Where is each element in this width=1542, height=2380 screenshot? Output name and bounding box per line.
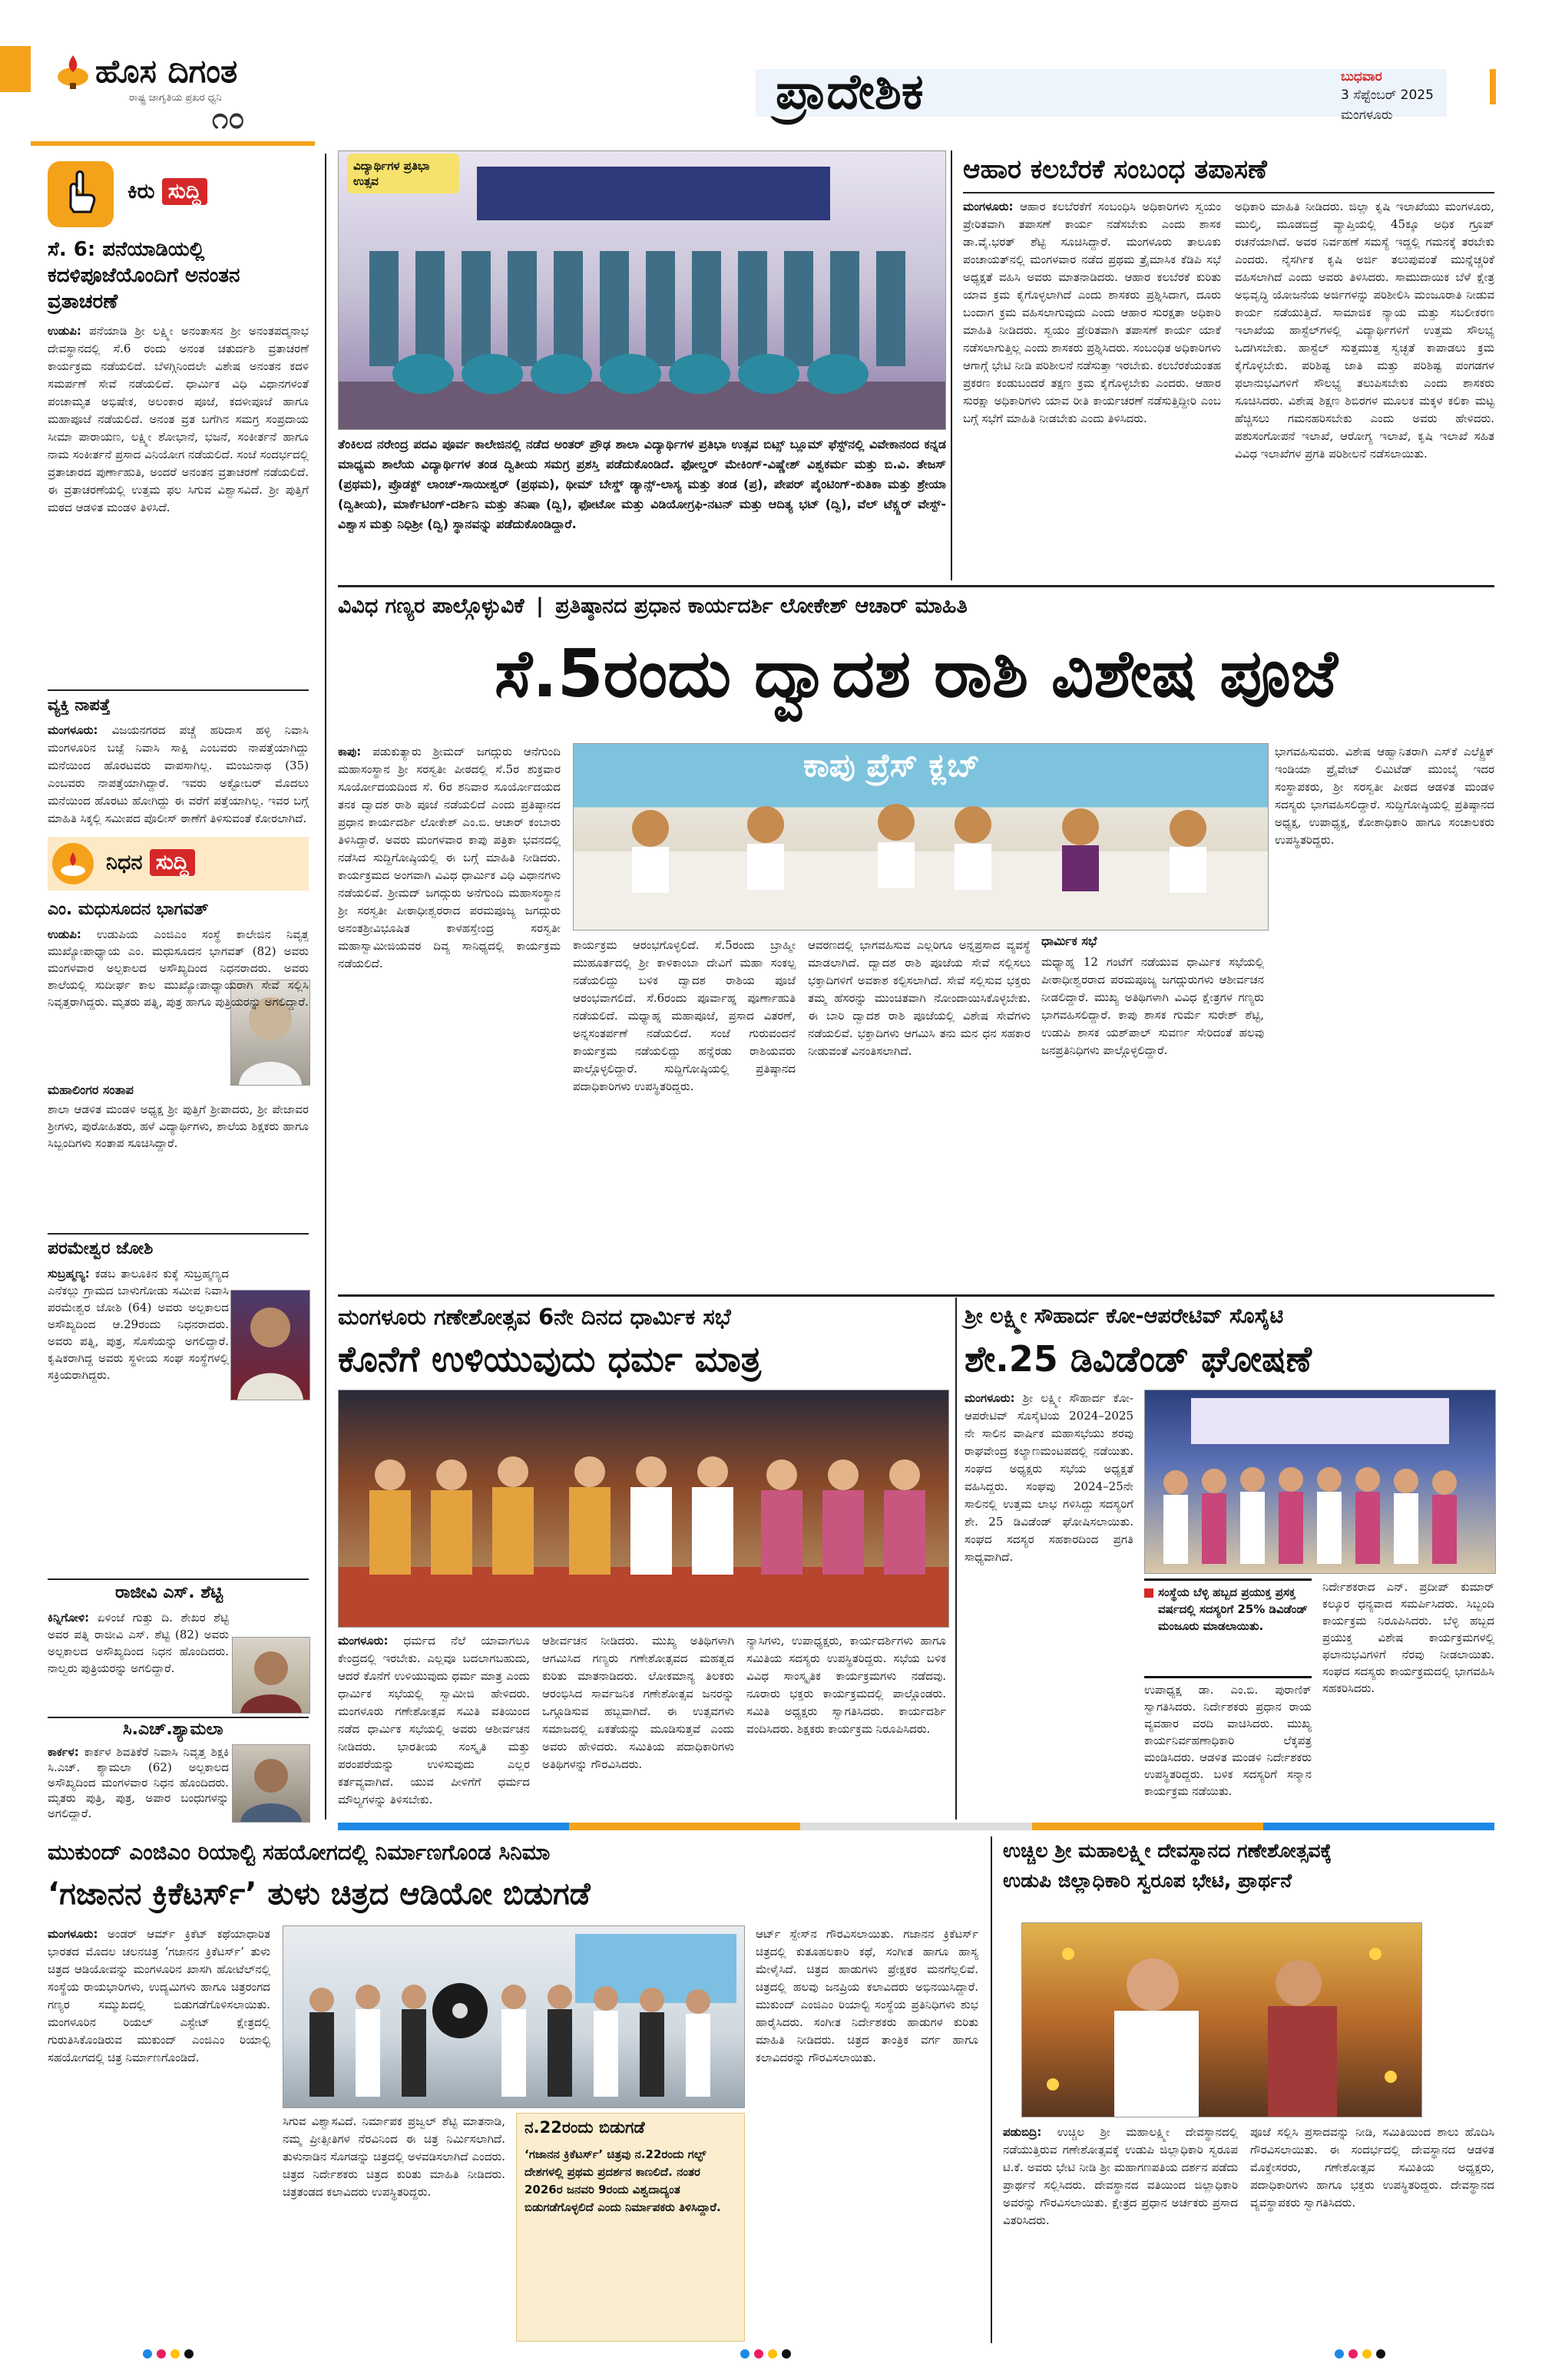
ganesha-dateline: ಮಂಗಳೂರು: [338, 1634, 389, 1648]
bank-kicker: ಶ್ರೀ ಲಕ್ಷ್ಮೀ ಸೌಹಾರ್ದ ಕೋ-ಆಪರೇಟಿವ್ ಸೊಸೈಟಿ [965, 1304, 1284, 1328]
logo-lamp-icon [55, 52, 91, 91]
film-dateline: ಮಂಗಳೂರು: [48, 1927, 98, 1941]
audio-launch-photo [283, 1925, 745, 2108]
puja-col4: ಮಧ್ಯಾಹ್ನ 12 ಗಂಟೆಗೆ ನಡೆಯುವ ಧಾರ್ಮಿಕ ಸಭೆಯಲ್ಲಿ ಪೀಠಾಧೀಶ್ವರರಾದ ಪರಮಪೂಜ್ಯ ಜಗದ್ಗುರುಗಳು ಆಶೀರ್ವಚನ ನೀಡಲಿದ್ದಾರೆ. ಮುಖ್ಯ ಅತಿಥಿಗಳಾಗಿ ವಿವಿಧ ಕ್ಷೇತ್ರಗಳ ಗಣ್ಯರು ಭಾಗವಹಿಸಲಿದ್ದಾರೆ. ಕಾಪು ಶಾಸಕ ಗುರ್ಮೆ ಸುರೇಶ್ ಶೆಟ್ಟಿ, ಉಡುಪಿ ಶಾಸಕ ಯಶ್‌ಪಾಲ್ ಸುವರ್ಣ ಸೇರಿದಂತೆ ಹಲವು ಜನಪ್ರತಿನಿಧಿಗಳು ಪಾಲ್ಗೊಳ್ಳಲಿದ್ದಾರೆ. [1041, 955, 1264, 1057]
story2-dateline: ಮಂಗಳೂರು: [48, 723, 98, 737]
obit3-dateline: ಕಿನ್ನಿಗೋಳಿ: [48, 1611, 90, 1625]
story2-headline: ವ್ಯಕ್ತಿ ನಾಪತ್ತೆ [48, 696, 111, 714]
ganesha-col2: ಆಶೀರ್ವಚನ ನೀಡಿದರು. ಮುಖ್ಯ ಅತಿಥಿಗಳಾಗಿ ಆಗಮಿಸಿದ ಗಣ್ಯರು ಗಣೇಶೋತ್ಸವದ ಮಹತ್ವದ ಕುರಿತು ಮಾತನಾಡಿದರು. ಲೋಕಮಾನ್ಯ ತಿಲಕರು ಆರಂಭಿಸಿದ ಸಾರ್ವಜನಿಕ ಗಣೇಶೋತ್ಸವ ಜನರನ್ನು ಒಗ್ಗೂಡಿಸುವ ಹಬ್ಬವಾಗಿದೆ. ಈ ಉತ್ಸವಗಳು ಸಮಾಜದಲ್ಲಿ ಏಕತೆಯನ್ನು ಮೂಡಿಸುತ್ತವೆ ಎಂದು ಅವರು ಹೇಳಿದರು. ಸಮಿತಿಯ ಪದಾಧಿಕಾರಿಗಳು ಅತಿಥಿಗಳನ್ನು ಗೌರವಿಸಿದರು. [542, 1634, 734, 1771]
obit4-name: ಸಿ.ಎಚ್.ಶ್ಯಾಮಲಾ [123, 1720, 223, 1739]
dot-2 [754, 2349, 763, 2359]
release-box-title: ನ.22ರಂದು ಬಿಡುಗಡೆ [524, 2118, 645, 2137]
obit2-body [48, 1265, 229, 1519]
obit1-sub-body: ಶಾಲಾ ಆಡಳಿತ ಮಂಡಳಿ ಅಧ್ಯಕ್ಷ ಶ್ರೀ ಪುತ್ತಿಗೆ ಶ್ರೀಪಾದರು, ಶ್ರೀ ಪೇಜಾವರ ಶ್ರೀಗಳು, ಪುರೋಹಿತರು, ಹಳೆ ವಿದ್ಯಾರ್ಥಿಗಳು, ಶಾಲೆಯ ಶಿಕ್ಷಕರು ಹಾಗೂ ಸಿಬ್ಬಂದಿಗಳು ಸಂತಾಪ ಸೂಚಿಸಿದ್ದಾರೆ. [48, 1102, 309, 1150]
obit4-body-text: ಕಾರ್ಕಳ ಶಿವತಿಕೆರೆ ನಿವಾಸಿ ನಿವೃತ್ತ ಶಿಕ್ಷಕಿ ಸಿ.ಎಚ್. ಶ್ಯಾಮಲಾ (62) ಅಲ್ಪಕಾಲದ ಅಸೌಖ್ಯದಿಂದ ಮಂಗಳವಾರ ನಿಧನ ಹೊಂದಿದರು. ಮೃತರು ಪುತ್ರಿ, ಪುತ್ರ, ಅಪಾರ ಬಂಧುಗಳನ್ನು ಅಗಲಿದ್ದಾರೆ. [48, 1745, 229, 1820]
ganesha-col3: ನ್ಯಾಸಿಗಳು, ಉಪಾಧ್ಯಕ್ಷರು, ಕಾರ್ಯದರ್ಶಿಗಳು ಹಾಗೂ ಸಮಿತಿಯ ಸದಸ್ಯರು ಉಪಸ್ಥಿತರಿದ್ದರು. ಸಭೆಯ ಬಳಿಕ ವಿವಿಧ ಸಾಂಸ್ಕೃತಿಕ ಕಾರ್ಯಕ್ರಮಗಳು ನಡೆದವು. ನೂರಾರು ಭಕ್ತರು ಕಾರ್ಯಕ್ರಮದಲ್ಲಿ ಪಾಲ್ಗೊಂಡರು. ಸಮಿತಿ ಅಧ್ಯಕ್ಷರು ಸ್ವಾಗತಿಸಿದರು. ಕಾರ್ಯದರ್ಶಿ ವಂದಿಸಿದರು. ಶಿಕ್ಷಕರು ಕಾರ್ಯಕ್ರಮ ನಿರೂಪಿಸಿದರು. [746, 1634, 946, 1736]
bank-dateline: ಮಂಗಳೂರು: [965, 1391, 1015, 1405]
dot-4 [184, 2349, 194, 2359]
food-col1-text: ಆಹಾರ ಕಲಬೆರಕೆಗೆ ಸಂಬಂಧಿಸಿ ಅಧಿಕಾರಿಗಳು ಸ್ವಯಂ ಪ್ರೇರಿತವಾಗಿ ತಪಾಸಣೆ ಕಾರ್ಯ ನಡೆಸಬೇಕು ಎಂದು ಶಾಸಕ ಡಾ.ವೈ.ಭರತ್ ಶೆಟ್ಟಿ ಸೂಚಿಸಿದ್ದಾರೆ. ಮಂಗಳೂರು ತಾಲೂಕು ಪಂಚಾಯತ್‌ನಲ್ಲಿ ಮಂಗಳವಾರ ನಡೆದ ಪ್ರಥಮ ತ್ರೈಮಾಸಿಕ ಕೆಡಿಪಿ ಸಭೆ ಅಧ್ಯಕ್ಷತೆ ವಹಿಸಿ ಅವರು ಮಾತನಾಡಿದರು. ಆಹಾರ ಕಲಬೆರಕೆ ಕುರಿತು ಯಾವ ಕ್ರಮ ಕೈಗೊಳ್ಳಲಾಗಿದೆ ಎಂದು ಶಾಸಕರು ಪ್ರಶ್ನಿಸಿದಾಗ, ದೂರು ಬಂದಾಗ ಕ್ರಮ ವಹಿಸಲಾಗುವುದು ಎಂದು ಆಹಾರ ಸುರಕ್ಷತಾ ಅಧಿಕಾರಿ ಮಾಹಿತಿ ನೀಡಿದರು. ಸ್ವಯಂ ಪ್ರೇರಿತವಾಗಿ ತಪಾಸಣೆ ಕಾರ್ಯ ಯಾಕೆ ನಡೆಸಲಾಗುತ್ತಿಲ್ಲ ಎಂದು ಶಾಸಕರು ಪ್ರಶ್ನಿಸಿದರು. ಸಂಬಂಧಿತ ಅಧಿಕಾರಿಗಳು ಆಗಾಗ್ಗೆ ಭೇಟಿ ನೀಡಿ ಪರಿಶೀಲನೆ ನಡೆಸುತ್ತಾ ಇರಬೇಕು. ಕಲಬೆರಕೆಯಂತಹ ಪ್ರಕರಣ ಕಂಡುಬಂದರೆ ತಕ್ಷಣ ಕ್ರಮ ಕೈಗೊಳ್ಳಬೇಕು ಎಂದರು. ಆಹಾರ ಸುರಕ್ಷಾ ಅಧಿಕಾರಿಗಳು ಯಾವ ರೀತಿ ಕಾರ್ಯಚರಣೆ ನಡೆಸುತ್ತಿದ್ದೀರಿ ಎಂಬ ಬಗ್ಗೆ ಸಭೆಗೆ ಮಾಹಿತಿ ನೀಡಬೇಕು ಎಂದು ತಿಳಿಸಿದರು. [963, 200, 1221, 425]
page-number: ೧೦ [212, 101, 245, 135]
obit2-body-text: ಕಡಬ ತಾಲೂಕಿನ ಕುಕ್ಕೆ ಸುಬ್ರಹ್ಮಣ್ಯದ ಎನೆಕಲ್ಲು ಗ್ರಾಮದ ಬಾಳುಗೋಡು ಸಮೀಪ ನಿವಾಸಿ ಪರಮೇಶ್ವರ ಜೋಶಿ (64) ಅವರು ಅಲ್ಪಕಾಲದ ಅಸೌಖ್ಯದಿಂದ ಆ.29ರಂದು ನಿಧನರಾದರು. ಅವರು ಪತ್ನಿ, ಪುತ್ರ, ಸೊಸೆಯನ್ನು ಅಗಲಿದ್ದಾರೆ. ಕೃಷಿಕರಾಗಿದ್ದ ಅವರು ಸ್ಥಳೀಯ ಸಂಘ ಸಂಸ್ಥೆಗಳಲ್ಲಿ ಸಕ್ರಿಯರಾಗಿದ್ದರು. [48, 1267, 229, 1382]
release-box-body: ‘ಗಜಾನನ ಕ್ರಿಕೆಟರ್ಸ್’ ಚಿತ್ರವು ನ.22ರಂದು ಗಲ್ಫ್ ದೇಶಗಳಲ್ಲಿ ಪ್ರಥಮ ಪ್ರದರ್ಶನ ಕಾಣಲಿದೆ. ನಂತರ 2026ರ ಜನವರಿ 9ರಂದು ವಿಶ್ವದಾದ್ಯಂತ ಬಿಡುಗಡೆಗೊಳ್ಳಲಿದೆ ಎಂದು ನಿರ್ಮಾಪಕರು ತಿಳಿಸಿದ್ದಾರೆ. [524, 2147, 721, 2214]
dot-2 [157, 2349, 166, 2359]
nidhana-label-text: ನಿಧನ [106, 851, 143, 874]
obit3-name: ರಾಜೀವಿ ಎಸ್. ಶೆಟ್ಟಿ [115, 1583, 223, 1602]
story2-body-text: ವಿಜಯನಗರದ ಪಚ್ಚೆ ಹರಿದಾಸ ಹಳ್ಳಿ ನಿವಾಸಿ ಮಂಗಳೂರಿನ ಬಜ್ಪೆ ನಿವಾಸಿ ಸಾಕ್ಷಿ ಎಂಬವರು ನಾಪತ್ತೆಯಾಗಿದ್ದು ಮನೆಯಿಂದ ಹೊರಟವರು ವಾಪಸಾಗಿಲ್ಲ. ಮಂಜುನಾಥ (35) ಎಂಬವರು ನಾಪತ್ತೆಯಾಗಿದ್ದಾರೆ. ಇವರು ಅಕ್ಟೋಬರ್ ಮೊದಲು ಮನೆಯಿಂದ ಹೊರಟು ಹೋಗಿದ್ದು ಈ ವರೆಗೆ ಪತ್ತೆಯಾಗಿಲ್ಲ. ಇವರ ಬಗ್ಗೆ ಮಾಹಿತಿ ಸಿಕ್ಕಲ್ಲಿ ಸಮೀಪದ ಪೊಲೀಸ್ ಠಾಣೆಗೆ ತಿಳಿಸುವಂತೆ ಕೋರಲಾಗಿದೆ. [48, 723, 309, 825]
obit1-sub: ಮಹಾಲಿಂಗರ ಸಂತಾಪ [48, 1083, 134, 1097]
registration-dots-right [1335, 2349, 1385, 2359]
bank-meeting-photo [1144, 1390, 1496, 1574]
puja-kicker-right: ಪ್ರತಿಷ್ಠಾನದ ಪ್ರಧಾನ ಕಾರ್ಯದರ್ಶಿ ಲೋಕೇಶ್ ಆಚಾರ್ ಮಾಹಿತಿ [555, 594, 968, 618]
food-dateline: ಮಂಗಳೂರು: [963, 200, 1014, 213]
film-col2: ಸಿಗುವ ವಿಶ್ವಾಸವಿದೆ. ನಿರ್ಮಾಪಕ ಪ್ರಜ್ವಲ್ ಶೆಟ್ಟಿ ಮಾತನಾಡಿ, ನಮ್ಮ ಪ್ರೀತ್ಸೀತಿಗಳ ನೆರವಿನಿಂದ ಈ ಚಿತ್ರ ನಿರ್ಮಿಸಲಾಗಿದೆ. ತುಳುನಾಡಿನ ಸೊಗಡನ್ನು ಚಿತ್ರದಲ್ಲಿ ಅಳವಡಿಸಲಾಗಿದೆ ಎಂದರು. ಚಿತ್ರದ ನಿರ್ದೇಶಕರು ಚಿತ್ರದ ಕುರಿತು ಮಾಹಿತಿ ನೀಡಿದರು. ಚಿತ್ರತಂಡದ ಕಲಾವಿದರು ಉಪಸ್ಥಿತರಿದ್ದರು. [283, 2114, 505, 2199]
feature-label: ವಿದ್ಯಾರ್ಥಿಗಳ ಪ್ರತಿಭಾ ಉತ್ಸವ [347, 154, 459, 193]
obit2-name: ಪರಮೇಶ್ವರ ಜೋಶಿ [48, 1239, 154, 1258]
dot-3 [170, 2349, 180, 2359]
bank-headline: ಶೇ.25 ಡಿವಿಡೆಂಡ್ ಘೋಷಣೆ [965, 1338, 1312, 1380]
puja-col1 [338, 743, 561, 1288]
temple-col2: ಪೂಜೆ ಸಲ್ಲಿಸಿ ಪ್ರಸಾದವನ್ನು ನೀಡಿ, ಸಮಿತಿಯಿಂದ ಶಾಲು ಹೊದಿಸಿ ಗೌರವಿಸಲಾಯಿತು. ಈ ಸಂದರ್ಭದಲ್ಲಿ ದೇವಸ್ಥಾನದ ಆಡಳಿತ ಮೊಕ್ತೇಸರರು, ಗಣೇಶೋತ್ಸವ ಸಮಿತಿಯ ಅಧ್ಯಕ್ಷರು, ಪದಾಧಿಕಾರಿಗಳು ಹಾಗೂ ಭಕ್ತರು ಉಪಸ್ಥಿತರಿದ್ದರು. ದೇವಸ್ಥಾನದ ವ್ಯವಸ್ಥಾಪಕರು ಸ್ವಾಗತಿಸಿದರು. [1250, 2125, 1494, 2210]
kiru-accent-text: ಸುದ್ದಿ [162, 178, 207, 205]
dot-1 [1335, 2349, 1344, 2359]
ganesha-headline: ಕೊನೆಗೆ ಉಳಿಯುವುದು ಧರ್ಮ ಮಾತ್ರ [338, 1338, 762, 1380]
ganesha-stage-photo [338, 1390, 949, 1628]
dot-2 [1348, 2349, 1358, 2359]
film-col1-text: ಅಂಡರ್ ಆರ್ಮ್ ಕ್ರಿಕೆಟ್ ಕಥೆಯಾಧಾರಿತ ಭಾರತದ ಮೊದಲ ಚಲನಚಿತ್ರ ‘ಗಜಾನನ ಕ್ರಿಕೆಟರ್ಸ್’ ತುಳು ಚಿತ್ರದ ಆಡಿಯೋವನ್ನು ಮಂಗಳೂರಿನ ಖಾಸಗಿ ಹೋಟೆಲ್‌ನಲ್ಲಿ ಸಂಸ್ಥೆಯ ರಾಯಭಾರಿಗಳು, ಉದ್ಯಮಿಗಳು ಹಾಗೂ ಚಿತ್ರರಂಗದ ಗಣ್ಯರ ಸಮ್ಮುಖದಲ್ಲಿ ಬಿಡುಗಡೆಗೊಳಿಸಲಾಯಿತು. ಮಂಗಳೂರಿನ ರಿಯಲ್ ಎಸ್ಟೇಟ್ ಕ್ಷೇತ್ರದಲ್ಲಿ ಗುರುತಿಸಿಕೊಂಡಿರುವ ಮುಕುಂದ್ ಎಂಜಿಎಂ ರಿಯಾಲ್ಟಿ ಸಹಯೋಗದಲ್ಲಿ ಚಿತ್ರ ನಿರ್ಮಾಣಗೊಂಡಿದೆ. [48, 1927, 270, 2064]
release-box [516, 2113, 745, 2342]
story1-dateline: ಉಡುಪಿ: [48, 324, 81, 338]
obit4-portrait [232, 1744, 310, 1823]
kiru-label [127, 180, 207, 204]
story1-headline: ಸೆ. 6: ಪನೆಯಾಡಿಯಲ್ಲಿ ಕದಳಿಪೂಜೆಯೊಂದಿಗೆ ಅನಂತನ ವ್ರತಾಚರಣೆ [48, 238, 240, 313]
date-accent-bar [1490, 69, 1496, 104]
logo-tagline: ರಾಷ್ಟ್ರ ಜಾಗೃತಿಯ ಪ್ರಖರ ಧ್ವನಿ [129, 92, 222, 104]
registration-dots-left [143, 2349, 194, 2359]
date-block [1341, 69, 1494, 146]
temple-col1-text: ಉಚ್ಚಿಲ ಶ್ರೀ ಮಹಾಲಕ್ಷ್ಮೀ ದೇವಸ್ಥಾನದಲ್ಲಿ ನಡೆಯುತ್ತಿರುವ ಗಣೇಶೋತ್ಸವಕ್ಕೆ ಉಡುಪಿ ಜಿಲ್ಲಾಧಿಕಾರಿ ಸ್ವರೂಪ ಟಿ.ಕೆ. ಅವರು ಭೇಟಿ ನೀಡಿ ಶ್ರೀ ಮಹಾಗಣಪತಿಯ ದರ್ಶನ ಪಡೆದು ಪ್ರಾರ್ಥನೆ ಸಲ್ಲಿಸಿದರು. ದೇವಸ್ಥಾನದ ವತಿಯಿಂದ ಜಿಲ್ಲಾಧಿಕಾರಿ ಅವರನ್ನು ಗೌರವಿಸಲಾಯಿತು. ಕ್ಷೇತ್ರದ ಪ್ರಧಾನ ಅರ್ಚಕರು ಪ್ರಸಾದ ವಿತರಿಸಿದರು. [1003, 2125, 1238, 2227]
film-kicker: ಮುಕುಂದ್ ಎಂಜಿಎಂ ರಿಯಾಲ್ಟಿ ಸಹಯೋಗದಲ್ಲಿ ನಿರ್ಮಾಣಗೊಂಡ ಸಿನಿಮಾ [48, 1840, 551, 1865]
dot-4 [1376, 2349, 1385, 2359]
feature-caption: ತೆಂಕಿಲದ ನರೇಂದ್ರ ಪದವಿ ಪೂರ್ವ ಕಾಲೇಜಿನಲ್ಲಿ ನಡೆದ ಅಂತರ್ ಪ್ರೌಢ ಶಾಲಾ ವಿದ್ಯಾರ್ಥಿಗಳ ಪ್ರತಿಭಾ ಉತ್ಸವ ಬಿಟ್ಸ್ ಬ್ಲೂಮ್ ಫೆಸ್ಟ್‌ನಲ್ಲಿ ವಿವೇಕಾನಂದ ಕನ್ನಡ ಮಾಧ್ಯಮ ಶಾಲೆಯ ವಿದ್ಯಾರ್ಥಿಗಳ ತಂಡ ದ್ವಿತೀಯ ಸಮಗ್ರ ಪ್ರಶಸ್ತಿ ಪಡೆದುಕೊಂಡಿದೆ. ಫೋಲ್ಡರ್ ಮೇಕಿಂಗ್-ವಿಷ್ಣೇಶ್ ವಿಶ್ವಕರ್ಮ ಮತ್ತು ಬಿ.ವಿ. ತೇಜಸ್ (ಪ್ರಥಮ), ಪ್ರೊಡಕ್ಟ್ ಲಾಂಚ್-ಸಾಯೀಶ್ವರ್ (ಪ್ರಥಮ), ಥೀಮ್ ಬೇಸ್ಡ್ ಡ್ಯಾನ್ಸ್-ಲಾಸ್ಯ ಮತ್ತು ತಂಡ (ಪ್ರ), ಪೇಪರ್ ಪೈಂಟಿಂಗ್-ಕುತಿಕಾ ಮತ್ತು ಶ್ರೇಯಾ (ದ್ವಿತೀಯ), ಮಾರ್ಕೆಟಿಂಗ್-ದರ್ಶಿನಿ ಮತ್ತು ತನಿಷಾ (ದ್ವಿ), ಫೋಟೋ ಮತ್ತು ವಿಡಿಯೋಗ್ರಫಿ-ನಟನ್ ಮತ್ತು ಆದಿತ್ಯ ಭಟ್ (ದ್ವಿ), ವೆಲ್ ಟೆಕ್ಸ್ಚರ್ ವೇಸ್ಟ್-ವಿಶ್ವಾಸ ಮತ್ತು ನಿಧಿಶ್ರೀ (ದ್ವಿ) ಸ್ಥಾನವನ್ನು ಪಡೆದುಕೊಂಡಿದ್ದಾರೆ. [338, 437, 946, 531]
nidhana-lamp-icon [52, 843, 94, 884]
temple-headline: ಉಡುಪಿ ಜಿಲ್ಲಾಧಿಕಾರಿ ಸ್ವರೂಪ ಭೇಟಿ, ಪ್ರಾರ್ಥನೆ [1003, 1869, 1292, 1892]
film-col3: ಆರ್ಟ್ ಸ್ಪೇಸ್‌ನ ಗೌರವಿಸಲಾಯಿತು. ಗಜಾನನ ಕ್ರಿಕೆಟರ್ಸ್ ಚಿತ್ರದಲ್ಲಿ ಕುತೂಹಲಕಾರಿ ಕಥೆ, ಸಂಗೀತ ಹಾಗೂ ಹಾಸ್ಯ ಮೇಳೈಸಿದೆ. ಚಿತ್ರದ ಹಾಡುಗಳು ಪ್ರೇಕ್ಷಕರ ಮನಗೆಲ್ಲಲಿವೆ. ಚಿತ್ರದಲ್ಲಿ ಹಲವು ಜನಪ್ರಿಯ ಕಲಾವಿದರು ಅಭಿನಯಿಸಿದ್ದಾರೆ. ಮುಕುಂದ್ ಎಂಜಿಎಂ ರಿಯಾಲ್ಟಿ ಸಂಸ್ಥೆಯ ಪ್ರತಿನಿಧಿಗಳು ಶುಭ ಹಾರೈಸಿದರು. ಸಂಗೀತ ನಿರ್ದೇಶಕರು ಹಾಡುಗಳ ಕುರಿತು ಮಾಹಿತಿ ನೀಡಿದರು. ಚಿತ್ರದ ತಾಂತ್ರಿಕ ವರ್ಗ ಹಾಗೂ ಕಲಾವಿದರನ್ನು ಗೌರವಿಸಲಾಯಿತು. [756, 1927, 978, 2064]
ganesha-kicker: ಮಂಗಳೂರು ಗಣೇಶೋತ್ಸವ 6ನೇ ದಿನದ ಧಾರ್ಮಿಕ ಸಭೆ [338, 1304, 731, 1330]
obit1-name: ಎಂ. ಮಧುಸೂದನ ಭಾಗವತ್ [48, 900, 209, 919]
bank-col3: ನಿರ್ದೇಶಕರಾದ ಎನ್. ಪ್ರದೀಪ್ ಕುಮಾರ್ ಕಲ್ಕೂರ ಧನ್ಯವಾದ ಸಮರ್ಪಿಸಿದರು. ಸಿಬ್ಬಂದಿ ಕಾರ್ಯಕ್ರಮ ನಿರೂಪಿಸಿದರು. ಬೆಳ್ಳಿ ಹಬ್ಬದ ಪ್ರಯುಕ್ತ ವಿಶೇಷ ಕಾರ್ಯಕ್ರಮಗಳಲ್ಲಿ ಫಲಾನುಭವಿಗಳಿಗೆ ನೆರವು ನೀಡಲಾಯಿತು. ಸಂಘದ ಸದಸ್ಯರು ಕಾರ್ಯಕ್ರಮದಲ್ಲಿ ಭಾಗವಹಿಸಿ ಸಹಕರಿಸಿದರು. [1322, 1580, 1494, 1695]
temple-visit-photo [1021, 1922, 1422, 2117]
dot-1 [143, 2349, 152, 2359]
edition: ಮಂಗಳೂರು [1341, 107, 1393, 123]
obit1-body [48, 926, 309, 1078]
food-col1 [963, 198, 1221, 577]
obit4-body [48, 1744, 229, 1821]
puja-kicker-sep: | [536, 594, 544, 618]
hand-pointer-icon [48, 161, 114, 227]
food-col2: ಅಧಿಕಾರಿ ಮಾಹಿತಿ ನೀಡಿದರು. ಜಿಲ್ಲಾ ಕೃಷಿ ಇಲಾಖೆಯು ಮಂಗಳೂರು, ಮುಲ್ಕಿ, ಮೂಡಬಿದ್ರೆ ವ್ಯಾಪ್ತಿಯಲ್ಲಿ 45ಕ್ಕೂ ಅಧಿಕ ಗ್ರೂಪ್‌ ರಚನೆಯಾಗಿದೆ. ಅವರ ನಿರ್ವಹಣೆ ಸಮಸ್ಯೆ ಇದ್ದಲ್ಲಿ ಗಮನಕ್ಕೆ ತರಬೇಕು ಎಂದರು. ನೈಸರ್ಗಿಕ ಕೃಷಿ ಅರ್ಜಿ ತಲುಪುವಂತೆ ಮುನ್ನೆಚ್ಚರಿಕೆ ವಹಿಸಲಾಗಿದೆ ಎಂದು ಅವರು ತಿಳಿಸಿದರು. ಸಾಮುದಾಯಿಕ ಬೆಳೆ ಕ್ಷೇತ್ರ ಅಭಿವೃದ್ಧಿ ಯೋಜನೆಯ ಅರ್ಜಿಗಳನ್ನು ಪರಿಶೀಲಿಸಿ ಮಂಜೂರಾತಿ ನೀಡುವ ಕಾರ್ಯ ನಡೆಯುತ್ತಿದೆ. ಸಾಮಾಜಿಕ ನ್ಯಾಯ ಮತ್ತು ಸಬಲೀಕರಣ ಇಲಾಖೆಯ ಹಾಸ್ಟೆಲ್‌ಗಳಲ್ಲಿ ವಿದ್ಯಾರ್ಥಿಗಳಿಗೆ ಉತ್ತಮ ಸೌಲಭ್ಯ ಒದಗಿಸಬೇಕು. ಹಾಸ್ಟೆಲ್ ಸುತ್ತಮುತ್ತ ಸ್ವಚ್ಛತೆ ಕಾಪಾಡಲು ಕ್ರಮ ಕೈಗೊಳ್ಳಬೇಕು. ಪರಿಶಿಷ್ಟ ಜಾತಿ ಮತ್ತು ಪರಿಶಿಷ್ಟ ಪಂಗಡಗಳ ಫಲಾನುಭವಿಗಳಿಗೆ ಸೌಲಭ್ಯ ತಲುಪಿಸಬೇಕು ಎಂದು ಶಾಸಕರು ಸೂಚಿಸಿದರು. ವಿಶೇಷ ಶಿಕ್ಷಣ ಶಿಬಿರಗಳ ಮೂಲಕ ಮಕ್ಕಳ ಕಲಿಕಾ ಮಟ್ಟ ಹೆಚ್ಚಿಸಲು ಗಮನಹರಿಸಬೇಕು ಎಂದು ಅವರು ಹೇಳಿದರು. ಪಶುಸಂಗೋಪನೆ ಇಲಾಖೆ, ಆರೋಗ್ಯ ಇಲಾಖೆ, ಕೃಷಿ ಇಲಾಖೆ ಸಹಿತ ವಿವಿಧ ಇಲಾಖೆಗಳ ಪ್ರಗತಿ ಪರಿಶೀಲನೆ ನಡೆಸಲಾಯಿತು. [1235, 200, 1494, 461]
bank-highlight-box [1144, 1578, 1312, 1678]
press-club-banner: ಕಾಪು ಪ್ರೆಸ್ ಕ್ಲಬ್ [803, 746, 980, 784]
weekday: ಬುಧವಾರ [1341, 69, 1382, 84]
story1-body [48, 322, 309, 682]
obit3-body [48, 1609, 229, 1714]
puja-kicker [338, 591, 1494, 622]
nidhana-accent-text: ಸುದ್ದಿ [150, 849, 195, 876]
color-stripe [338, 1823, 1494, 1830]
puja-col5: ಭಾಗವಹಿಸುವರು. ವಿಶೇಷ ಆಹ್ವಾನಿತರಾಗಿ ಎಸ್‌ಕೆ ಎಲೆಕ್ಟ್ರಿಕ್ ಇಂಡಿಯಾ ಪ್ರೈವೇಟ್ ಲಿಮಿಟೆಡ್ ಮುಂಬೈ ಇದರ ಸಂಸ್ಥಾಪಕರು, ಶ್ರೀ ಸರಸ್ವತೀ ಪೀಠದ ಆಡಳಿತ ಮಂಡಳಿ ಸದಸ್ಯರು ಭಾಗವಹಿಸಲಿದ್ದಾರೆ. ಸುದ್ದಿಗೋಷ್ಠಿಯಲ್ಲಿ ಪ್ರತಿಷ್ಠಾನದ ಅಧ್ಯಕ್ಷ, ಉಪಾಧ್ಯಕ್ಷ, ಕೋಶಾಧಿಕಾರಿ ಹಾಗೂ ಸಂಚಾಲಕರು ಉಪಸ್ಥಿತರಿದ್ದರು. [1275, 745, 1494, 847]
masthead-orange-band [0, 46, 31, 92]
sidebar-rule-2 [48, 1233, 309, 1235]
logo-text: ಹೊಸ ದಿಗಂತ [95, 52, 238, 90]
nidhana-suddi-header [48, 837, 309, 891]
obit2-dateline: ಸುಬ್ರಹ್ಮಣ್ಯ: [48, 1267, 90, 1281]
masthead [0, 0, 1542, 150]
film-temple-divider [991, 1836, 992, 2343]
puja-kicker-left: ವಿವಿಧ ಗಣ್ಯರ ಪಾಲ್ಗೊಳ್ಳುವಿಕೆ [338, 594, 524, 618]
ganesha-top-rule [338, 1294, 1494, 1297]
sidebar-rule-1 [48, 689, 309, 691]
highlight-square-icon [1144, 1588, 1153, 1598]
obit1-body-text: ಉಡುಪಿಯ ಎಂಜಿಎಂ ಸಂಸ್ಥೆ ಕಾಲೇಜಿನ ನಿವೃತ್ತ ಮುಖ್ಯೋಪಾಧ್ಯಾಯ ಎಂ. ಮಧುಸೂದನ ಭಾಗವತ್ (82) ಅವರು ಮಂಗಳವಾರ ಅಲ್ಪಕಾಲದ ಅಸೌಖ್ಯದಿಂದ ನಿಧನರಾದರು. ಅವರು ಶಾಲೆಯಲ್ಲಿ ಸುದೀರ್ಘ ಕಾಲ ಮುಖ್ಯೋಪಾಧ್ಯಾಯರಾಗಿ ಸೇವೆ ಸಲ್ಲಿಸಿ ನಿವೃತ್ತರಾಗಿದ್ದರು. ಮೃತರು ಪತ್ನಿ, ಪುತ್ರ ಹಾಗೂ ಪುತ್ರಿಯರನ್ನು ಅಗಲಿದ್ದಾರೆ. [48, 927, 309, 1009]
sidebar-rule-4 [48, 1717, 309, 1718]
date: 3 ಸೆಪ್ಟೆಂಬರ್ 2025 [1341, 88, 1434, 103]
obit3-body-text: ಏಳಿಂಜೆ ಗುತ್ತು ದಿ. ಶೇಖರ ಶೆಟ್ಟಿ ಅವರ ಪತ್ನಿ ರಾಜೀವಿ ಎಸ್. ಶೆಟ್ಟಿ (82) ಅವರು ಅಲ್ಪಕಾಲದ ಅಸೌಖ್ಯದಿಂದ ನಿಧನ ಹೊಂದಿದರು. ನಾಲ್ವರು ಪುತ್ರಿಯರನ್ನು ಅಗಲಿದ್ದಾರೆ. [48, 1611, 229, 1675]
sidebar-rule-3 [48, 1578, 309, 1580]
dot-3 [768, 2349, 777, 2359]
bank-highlight-text: ಸಂಸ್ಥೆಯ ಬೆಳ್ಳಿ ಹಬ್ಬದ ಪ್ರಯುಕ್ತ ಪ್ರಸಕ್ತ ವರ್ಷದಲ್ಲಿ ಸದಸ್ಯರಿಗೆ 25% ಡಿವಿಡೆಂಡ್ ಮಂಜೂರು ಮಾಡಲಾಯಿತು. [1158, 1585, 1308, 1633]
story1-body-text: ಪನೆಯಾಡಿ ಶ್ರೀ ಲಕ್ಷ್ಮೀ ಅನಂತಾಸನ ಶ್ರೀ ಅನಂತಪದ್ಮನಾಭ ದೇವಸ್ಥಾನದಲ್ಲಿ ಸೆ.6 ರಂದು ಅನಂತ ಚತುರ್ದಶಿ ವ್ರತಾಚರಣೆ ಕಾರ್ಯಕ್ರಮ ನಡೆಯಲಿದೆ. ಬೆಳಗ್ಗಿನಿಂದಲೇ ವಿಶೇಷ ಅನಂತನ ಕದಳಿ ಸಮರ್ಪಣೆ ಸೇವೆ ನಡೆಯಲಿದೆ. ಧಾರ್ಮಿಕ ವಿಧಿ ವಿಧಾನಗಳಂತೆ ಪಂಚಾಮೃತ ಅಭಿಷೇಕ, ಅಲಂಕಾರ ಪೂಜೆ, ಕದಳೀಪೂಜೆ ಹಾಗೂ ಮಹಾಪೂಜೆ ನಡೆಯಲಿದೆ. ಅನಂತ ವ್ರತ ಬಗೆಗಿನ ಸಮಗ್ರ ಸಂಪ್ರದಾಯ ಸೀಮಾ ಪಾರಾಯಣ, ಲಕ್ಷ್ಮೀ ಶೋಭಾನೆ, ಭಜನೆ, ಸಂಕೀರ್ತನೆ ಹಾಗೂ ನಾಮ ಸಂಕೀರ್ತನೆ ಪ್ರಸಾದ ವಿನಿಯೋಗ ನಡೆಯಲಿದೆ. ಸಂಜೆ ಸಂದರ್ಭದಲ್ಲಿ ವ್ರತಾಚಾರದ ಪುರ್ಣಾಹುತಿ, ಅಂದರೆ ಅನಂತನ ವ್ರತಾಚರಣೆ ನಡೆಯಲಿದೆ. ಈ ವ್ರತಾಚರಣೆಯಲ್ಲಿ ಉತ್ತಮ ಫಲ ಸಿಗುವ ವಿಶ್ವಾಸವಿದೆ. ಶ್ರೀ ಪುತ್ತಿಗೆ ಮಠದ ಆಡಳಿತ ಮಂಡಳಿ ತಿಳಿಸಿದೆ. [48, 324, 309, 514]
kiru-suddi-header [48, 161, 309, 227]
dot-1 [740, 2349, 749, 2359]
obit2-portrait [230, 1290, 310, 1400]
ganesha-col1-text: ಧರ್ಮದ ನೆಲೆ ಯಾವಾಗಲೂ ಕೇಂದ್ರದಲ್ಲಿ ಇರಬೇಕು. ಎಲ್ಲವೂ ಬದಲಾಗಬಹುದು, ಆದರೆ ಕೊನೆಗೆ ಉಳಿಯುವುದು ಧರ್ಮ ಮಾತ್ರ ಎಂದು ಧಾರ್ಮಿಕ ಸಭೆಯಲ್ಲಿ ಸ್ವಾಮೀಜಿ ಹೇಳಿದರು. ಮಂಗಳೂರು ಗಣೇಶೋತ್ಸವ ಸಮಿತಿ ವತಿಯಿಂದ ನಡೆದ ಧಾರ್ಮಿಕ ಸಭೆಯಲ್ಲಿ ಅವರು ಆಶೀರ್ವಚನ ನೀಡಿದರು. ಭಾರತೀಯ ಸಂಸ್ಕೃತಿ ಮತ್ತು ಪರಂಪರೆಯನ್ನು ಉಳಿಸುವುದು ಎಲ್ಲರ ಕರ್ತವ್ಯವಾಗಿದೆ. ಯುವ ಪೀಳಿಗೆಗೆ ಧರ್ಮದ ಮೌಲ್ಯಗಳನ್ನು ತಿಳಿಸಬೇಕು. [338, 1634, 530, 1806]
dot-3 [1362, 2349, 1372, 2359]
masthead-orange-rule [31, 141, 315, 146]
bank-col1 [965, 1390, 1133, 1816]
puja-top-rule [338, 585, 1494, 587]
temple-dateline: ಪಡುಬಿದ್ರಿ: [1003, 2125, 1042, 2139]
puja-col3: ಆವರಣದಲ್ಲಿ ಭಾಗವಹಿಸುವ ಎಲ್ಲರಿಗೂ ಅನ್ನಪ್ರಸಾದ ವ್ಯವಸ್ಥೆ ಮಾಡಲಾಗಿದೆ. ದ್ವಾದಶ ರಾಶಿ ಪೂಜೆಯ ಸೇವೆ ಸಲ್ಲಿಸಲು ಭಕ್ತಾದಿಗಳಿಗೆ ಅವಕಾಶ ಕಲ್ಪಿಸಲಾಗಿದೆ. ಸೇವೆ ಸಲ್ಲಿಸುವ ಭಕ್ತರು ತಮ್ಮ ಹೆಸರನ್ನು ಮುಂಚಿತವಾಗಿ ನೋಂದಾಯಿಸಿಕೊಳ್ಳಬೇಕು. ಈ ಬಾರಿ ದ್ವಾದಶ ರಾಶಿ ಪೂಜೆಯಲ್ಲಿ ವಿಶೇಷ ಸೇವೆಗಳು ನಡೆಯಲಿವೆ. ಭಕ್ತಾದಿಗಳು ಆಗಮಿಸಿ ತನು ಮನ ಧನ ಸಹಕಾರ ನೀಡುವಂತೆ ವಿನಂತಿಸಲಾಗಿದೆ. [808, 938, 1031, 1058]
food-headline: ಆಹಾರ ಕಲಬೆರಕೆ ಸಂಬಂಧ ತಪಾಸಣೆ [963, 154, 1267, 185]
bank-col2: ಉಪಾಧ್ಯಕ್ಷ ಡಾ. ಎಂ.ಬಿ. ಪುರಾಣಿಕ್ ಸ್ವಾಗತಿಸಿದರು. ನಿರ್ದೇಶಕರು ಪ್ರಧಾನ ರಾಯ ವ್ಯವಹಾರ ವರದಿ ವಾಚಿಸಿದರು. ಮುಖ್ಯ ಕಾರ್ಯನಿರ್ವಹಣಾಧಿಕಾರಿ ಲೆಕ್ಕಪತ್ರ ಮಂಡಿಸಿದರು. ಆಡಳಿತ ಮಂಡಳಿ ನಿರ್ದೇಶಕರು ಉಪಸ್ಥಿತರಿದ್ದರು. ಬಳಿಕ ಸದಸ್ಯರಿಗೆ ಸನ್ಮಾನ ಕಾರ್ಯಕ್ರಮ ನಡೆಯಿತು. [1144, 1683, 1312, 1798]
obit4-dateline: ಕಾರ್ಕಳ: [48, 1745, 79, 1759]
kiru-label-text: ಕಿರು [127, 180, 155, 203]
puja-headline: ಸೆ.5ರಂದು ದ್ವಾದಶ ರಾಶಿ ವಿಶೇಷ ಪೂಜೆ [495, 636, 1338, 712]
obit1-dateline: ಉಡುಪಿ: [48, 927, 81, 941]
temple-col1 [1003, 2124, 1238, 2340]
sidebar-divider [325, 154, 326, 1820]
dot-4 [782, 2349, 791, 2359]
temple-kicker: ಉಚ್ಚಿಲ ಶ್ರೀ ಮಹಾಲಕ್ಷ್ಮೀ ದೇವಸ್ಥಾನದ ಗಣೇಶೋತ್ಸವಕ್ಕೆ [1003, 1840, 1332, 1862]
ganesha-bank-divider [955, 1297, 957, 1820]
bank-col1-text: ಶ್ರೀ ಲಕ್ಷ್ಮೀ ಸೌಹಾರ್ದ ಕೋ-ಆಪರೇಟಿವ್ ಸೊಸೈಟಿಯ 2024–2025 ನೇ ಸಾಲಿನ ವಾರ್ಷಿಕ ಮಹಾಸಭೆಯು ಶರವು ರಾಘವೇಂದ್ರ ಕಲ್ಯಾಣಮಂಟಪದಲ್ಲಿ ನಡೆಯಿತು. ಸಂಘದ ಅಧ್ಯಕ್ಷರು ಸಭೆಯ ಅಧ್ಯಕ್ಷತೆ ವಹಿಸಿದ್ದರು. ಸಂಘವು 2024–25ನೇ ಸಾಲಿನಲ್ಲಿ ಉತ್ತಮ ಲಾಭ ಗಳಿಸಿದ್ದು ಸದಸ್ಯರಿಗೆ ಶೇ. 25 ಡಿವಿಡೆಂಡ್ ಘೋಷಿಸಲಾಯಿತು. ಸಂಘದ ಸದಸ್ಯರ ಸಹಕಾರದಿಂದ ಪ್ರಗತಿ ಸಾಧ್ಯವಾಗಿದೆ. [965, 1391, 1133, 1564]
section-title: ಪ್ರಾದೇಶಿಕ [776, 64, 924, 121]
logo-block [48, 49, 301, 117]
puja-col1-text: ಪಡುಕುತ್ಯಾರು ಶ್ರೀಮದ್ ಜಗದ್ಗುರು ಆನೆಗುಂದಿ ಮಹಾಸಂಸ್ಥಾನ ಶ್ರೀ ಸರಸ್ವತೀ ಪೀಠದಲ್ಲಿ ಸೆ.5ರ ಶುಕ್ರವಾರ ಸೂರ್ಯೋದಯದಿಂದ ಸೆ. 6ರ ಶನಿವಾರ ಸೂರ್ಯೋದಯದ ತನಕ ದ್ವಾದಶ ರಾಶಿ ಪೂಜೆ ನಡೆಯಲಿದೆ ಎಂದು ಪ್ರತಿಷ್ಠಾನದ ಪ್ರಧಾನ ಕಾರ್ಯದರ್ಶಿ ಲೋಕೇಶ್ ಎಂ.ಬಿ. ಆಚಾರ್ ಕಂಬಾರು ತಿಳಿಸಿದ್ದಾರೆ. ಅವರು ಮಂಗಳವಾರ ಕಾಪು ಪತ್ರಿಕಾ ಭವನದಲ್ಲಿ ನಡೆಸಿದ ಸುದ್ದಿಗೋಷ್ಠಿಯಲ್ಲಿ ಈ ಬಗ್ಗೆ ಮಾಹಿತಿ ನೀಡಿದರು. ಕಾರ್ಯಕ್ರಮದ ಅಂಗವಾಗಿ ವಿವಿಧ ಧಾರ್ಮಿಕ ವಿಧಿ ವಿಧಾನಗಳು ನಡೆಯಲಿವೆ. ಶ್ರೀಮದ್ ಜಗದ್ಗುರು ಅನೆಗುಂದಿ ಮಹಾಸಂಸ್ಥಾನ ಶ್ರೀ ಸರಸ್ವತೀ ಪೀಠಾಧೀಶ್ವರರಾದ ಪರಮಪೂಜ್ಯ ಜಗದ್ಗುರು ಅನಂತಶ್ರೀವಿಭೂಷಿತ ಕಾಳಹಸ್ತೇಂದ್ರ ಸರಸ್ವತೀ ಮಹಾಸ್ವಾಮೀಜಿಯವರ ದಿವ್ಯ ಸಾನಿಧ್ಯದಲ್ಲಿ ಕಾರ್ಯಕ್ರಮ ನಡೆಯಲಿದೆ. [338, 745, 561, 970]
obit3-portrait [232, 1637, 310, 1714]
ganesha-col1 [338, 1632, 530, 1813]
nidhana-label [106, 851, 195, 875]
food-headline-rule [963, 192, 1494, 193]
puja-col4-head: ಧಾರ್ಮಿಕ ಸಭೆ [1041, 934, 1097, 948]
puja-col2: ಕಾರ್ಯಕ್ರಮ ಆರಂಭಗೊಳ್ಳಲಿದೆ. ಸೆ.5ರಂದು ಬ್ರಾಹ್ಮೀ ಮುಹೂರ್ತದಲ್ಲಿ ಶ್ರೀ ಕಾಳಿಕಾಂಬಾ ದೇವಿಗೆ ಮಹಾ ಸಂಕಲ್ಪ ನಡೆಯಲಿದ್ದು ಬಳಿಕ ದ್ವಾದಶ ರಾಶಿಯ ಪೂಜೆ ಆರಂಭವಾಗಲಿದೆ. ಸೆ.6ರಂದು ಪೂರ್ವಾಹ್ನ ಪೂರ್ಣಾಹುತಿ ನಡೆಯಲಿದೆ. ಮಧ್ಯಾಹ್ನ ಮಹಾಪೂಜೆ, ಪ್ರಸಾದ ವಿತರಣೆ, ಅನ್ನಸಂತರ್ಪಣೆ ನಡೆಯಲಿದೆ. ಸಂಜೆ ಗುರುವಂದನೆ ಕಾರ್ಯಕ್ರಮ ನಡೆಯಲಿದ್ದು ಹನ್ನೆರಡು ರಾಶಿಯವರು ಪಾಲ್ಗೊಳ್ಳಲಿದ್ದಾರೆ. ಸುದ್ದಿಗೋಷ್ಠಿಯಲ್ಲಿ ಪ್ರತಿಷ್ಠಾನದ ಪದಾಧಿಕಾರಿಗಳು ಉಪಸ್ಥಿತರಿದ್ದರು. [573, 938, 796, 1093]
puja-dateline: ಕಾಪು: [338, 745, 362, 759]
feature-food-divider [951, 150, 952, 580]
registration-dots-center [740, 2349, 791, 2359]
film-headline: ‘ಗಜಾನನ ಕ್ರಿಕೆಟರ್ಸ್’ ತುಳು ಚಿತ್ರದ ಆಡಿಯೋ ಬಿಡುಗಡೆ [48, 1876, 591, 1912]
film-col1 [48, 1925, 270, 2340]
